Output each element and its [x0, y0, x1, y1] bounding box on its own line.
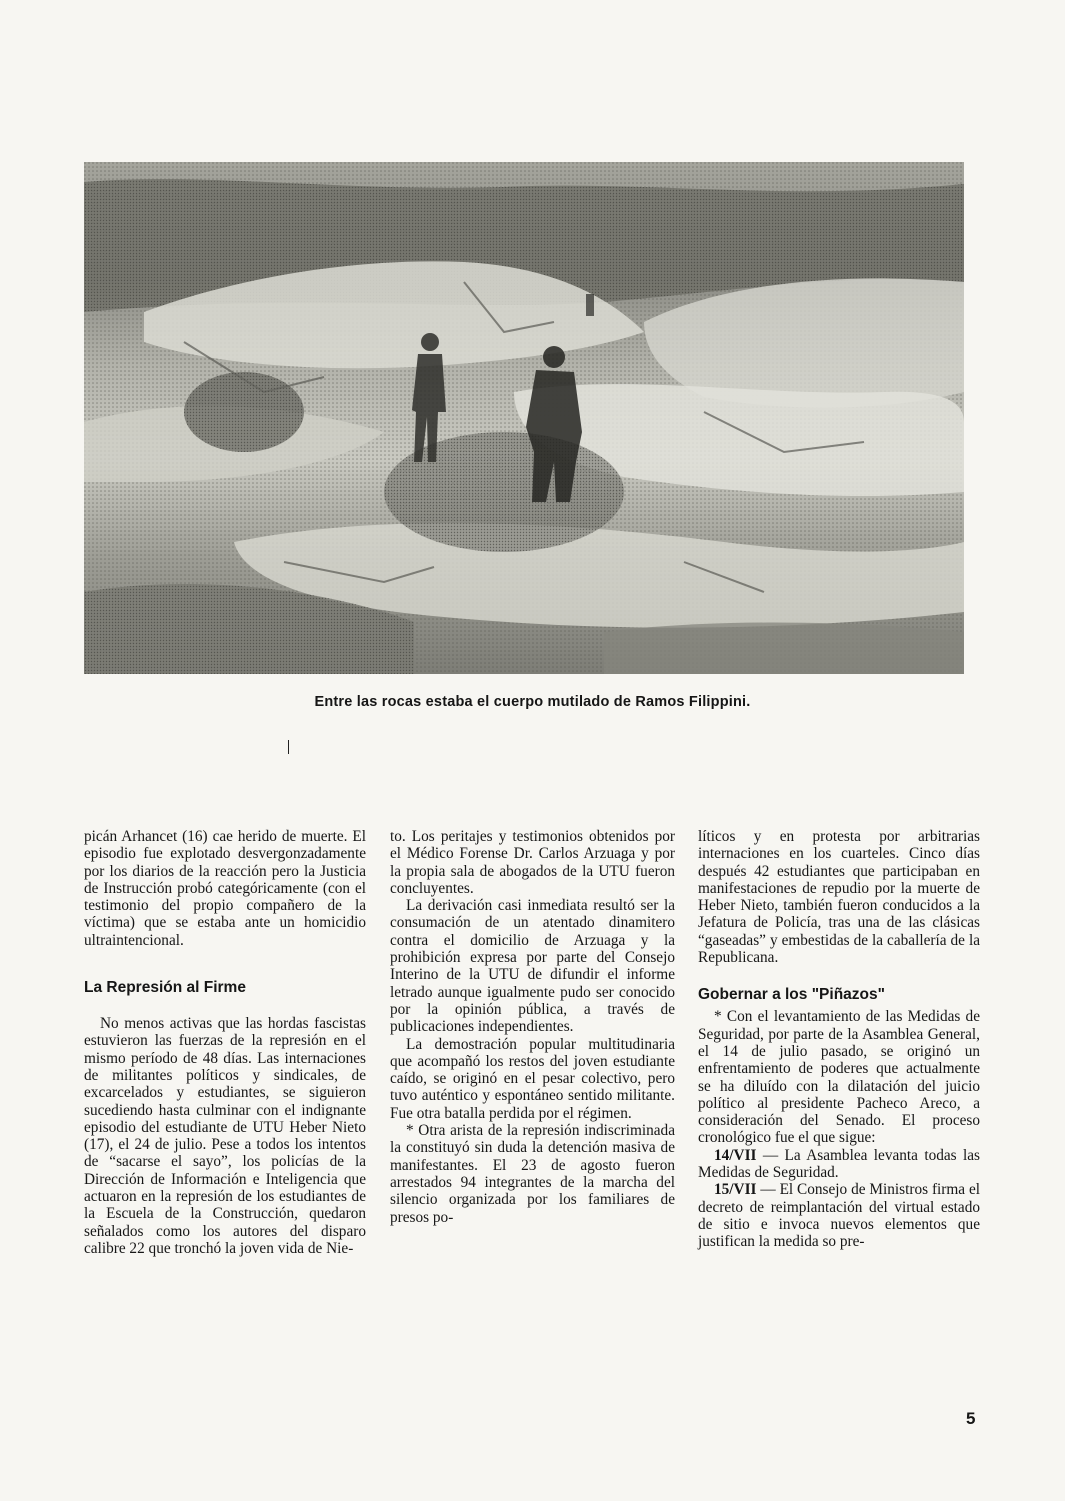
chronology-entry [698, 1147, 980, 1182]
paragraph: * Con el levantamiento de las Medidas de Seguridad, por parte de la Asamblea General, el 14 de julio pasado, se originó un enfrentamiento de poderes que actualmente se ha diluído con la dilatación del juicio político al presidente Pacheco Areco, a consideración del Senado. El proceso cronológico fue el que sigue: [698, 1008, 980, 1147]
paragraph: picán Arhancet (16) cae herido de muerte. El episodio fue explotado desvergonzadamente por los diarios de la reacción pero la Justicia de Instrucción probó categóricamente (con el testimonio del propio compañero de la víctima) que se estaba ante un homicidio ultraintencional. [84, 828, 366, 949]
page-number: 5 [966, 1409, 976, 1428]
chronology-date: 15/VII [714, 1181, 757, 1199]
chronology-date: 14/VII [714, 1146, 757, 1164]
chronology-text: — El Consejo de Ministros firma el decreto de reimplantación del virtual estado de sitio e invoca nuevos elementos que justifican la medida so pre- [698, 1181, 980, 1251]
photo-caption: Entre las rocas estaba el cuerpo mutilado de Ramos Filippini. [314, 694, 751, 710]
paragraph: to. Los peritajes y testimonios obtenidos por el Médico Forense Dr. Carlos Arzuaga y por la propia sala de abogados de la UTU fueron concluyentes. [390, 828, 675, 897]
paragraph: No menos activas que las hordas fascistas estuvieron las fuerzas de la represión en el mismo período de 48 días. Las internaciones de militantes políticos y sindicales, de excarcelados y estudiantes, se siguieron sucediendo hasta culminar con el indignante episodio del estudiante de UTU Heber Nieto (17), el 24 de julio. Pese a todos los intentos de “sacarse el sayo”, los policías de la Dirección de Información e Inteligencia que actuaron en la represión de los estudiantes de la Escuela de la Construcción, quedaron señalados como los autores del disparo calibre 22 que tronchó la joven vida de Nie- [84, 1015, 366, 1257]
paragraph: La demostración popular multitudinaria que acompañó los restos del joven estudiante caído, se originó en el pesar colectivo, pero tuvo auténtico y espontáneo sentido militante. Fue otra batalla perdida por el régimen. [390, 1035, 675, 1122]
text-column-3 [698, 828, 980, 1251]
person-figure-distant [586, 294, 594, 316]
chronology-entry [698, 1181, 980, 1250]
text-column-1 [84, 828, 366, 1257]
news-photo [84, 162, 964, 674]
paragraph: La derivación casi inmediata resultó ser la consumación de un atentado dinamitero contra el domicilio de Arzuaga y la prohibición expresa por parte del Consejo Interino de la UTU de difundir el informe letrado aunque igualmente pudo ser conocido por la opinión pública, a través de publicaciones independientes. [390, 897, 675, 1036]
section-heading-gobernar: Gobernar a los "Piñazos" [698, 986, 885, 1004]
rocky-landscape-image [84, 162, 964, 674]
paragraph: líticos y en protesta por arbitrarias internaciones en los cuarteles. Cinco días después 42 estudiantes que participaban en manifestaciones de repudio por la muerte de Heber Nieto, también fueron conducidos a la Jefatura de Policía, tras una de las clásicas “gaseadas” y embestidas de la caballería de la Republicana. [698, 828, 980, 967]
section-heading-represion: La Represión al Firme [84, 979, 246, 997]
paragraph: * Otra arista de la represión indiscriminada la constituyó sin duda la detención masiva de manifestantes. El 23 de agosto fueron arrestados 94 integrantes de la marcha del silencio organizada por los familiares de presos po- [390, 1122, 675, 1226]
text-column-2 [390, 828, 675, 1226]
chronology-text: — La Asamblea levanta todas las Medidas de Seguridad. [698, 1146, 980, 1182]
print-artifact-mark [288, 740, 289, 754]
